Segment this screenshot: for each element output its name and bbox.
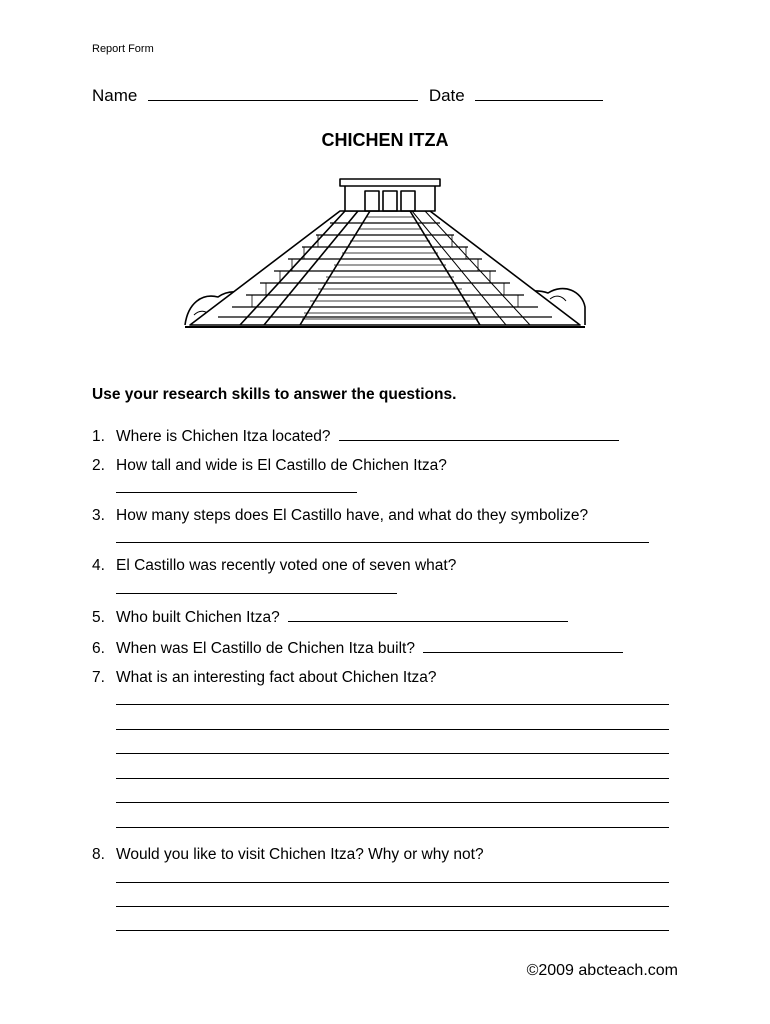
date-blank[interactable] bbox=[475, 86, 603, 101]
instructions-heading: Use your research skills to answer the questions. bbox=[92, 386, 457, 403]
question-number: 3. bbox=[92, 507, 105, 524]
pyramid-illustration-icon bbox=[180, 175, 590, 340]
question-text: How many steps does El Castillo have, and what do they symbolize? bbox=[116, 507, 589, 524]
question-4 bbox=[92, 557, 456, 575]
page-title: CHICHEN ITZA bbox=[321, 130, 449, 150]
name-label: Name bbox=[92, 86, 138, 105]
answer-blank[interactable] bbox=[423, 638, 623, 653]
question-number: 4. bbox=[92, 557, 105, 574]
question-3 bbox=[92, 507, 588, 525]
question-text: Who built Chichen Itza? bbox=[116, 609, 280, 626]
name-date-row bbox=[92, 86, 603, 106]
question-5 bbox=[92, 607, 568, 627]
answer-line[interactable] bbox=[116, 542, 649, 543]
question-text: When was El Castillo de Chichen Itza built? bbox=[116, 640, 415, 657]
question-number: 5. bbox=[92, 609, 105, 626]
question-text: El Castillo was recently voted one of seven what? bbox=[116, 557, 457, 574]
answer-line[interactable] bbox=[116, 930, 669, 931]
answer-line[interactable] bbox=[116, 882, 669, 883]
question-1 bbox=[92, 426, 619, 446]
question-text: What is an interesting fact about Chichen Itza? bbox=[116, 669, 437, 686]
question-number: 8. bbox=[92, 846, 105, 863]
copyright-footer: ©2009 abcteach.com bbox=[526, 962, 678, 979]
question-number: 7. bbox=[92, 669, 105, 686]
answer-line[interactable] bbox=[116, 753, 669, 754]
name-blank[interactable] bbox=[148, 86, 418, 101]
question-2 bbox=[92, 457, 447, 475]
question-text: Where is Chichen Itza located? bbox=[116, 428, 331, 445]
answer-blank[interactable] bbox=[339, 426, 619, 441]
question-7 bbox=[92, 669, 437, 687]
question-6 bbox=[92, 638, 623, 658]
answer-line[interactable] bbox=[116, 906, 669, 907]
answer-line[interactable] bbox=[116, 802, 669, 803]
question-text: How tall and wide is El Castillo de Chichen Itza? bbox=[116, 457, 447, 474]
question-number: 1. bbox=[92, 428, 105, 445]
question-8 bbox=[92, 846, 484, 864]
answer-line[interactable] bbox=[116, 778, 669, 779]
answer-line[interactable] bbox=[116, 593, 397, 594]
question-number: 2. bbox=[92, 457, 105, 474]
answer-blank[interactable] bbox=[288, 607, 568, 622]
answer-line[interactable] bbox=[116, 729, 669, 730]
answer-line[interactable] bbox=[116, 827, 669, 828]
answer-line[interactable] bbox=[116, 492, 357, 493]
question-number: 6. bbox=[92, 640, 105, 657]
answer-line[interactable] bbox=[116, 704, 669, 705]
report-form-label: Report Form bbox=[92, 43, 154, 55]
date-label: Date bbox=[428, 86, 465, 105]
question-text: Would you like to visit Chichen Itza? Why or why not? bbox=[116, 846, 484, 863]
